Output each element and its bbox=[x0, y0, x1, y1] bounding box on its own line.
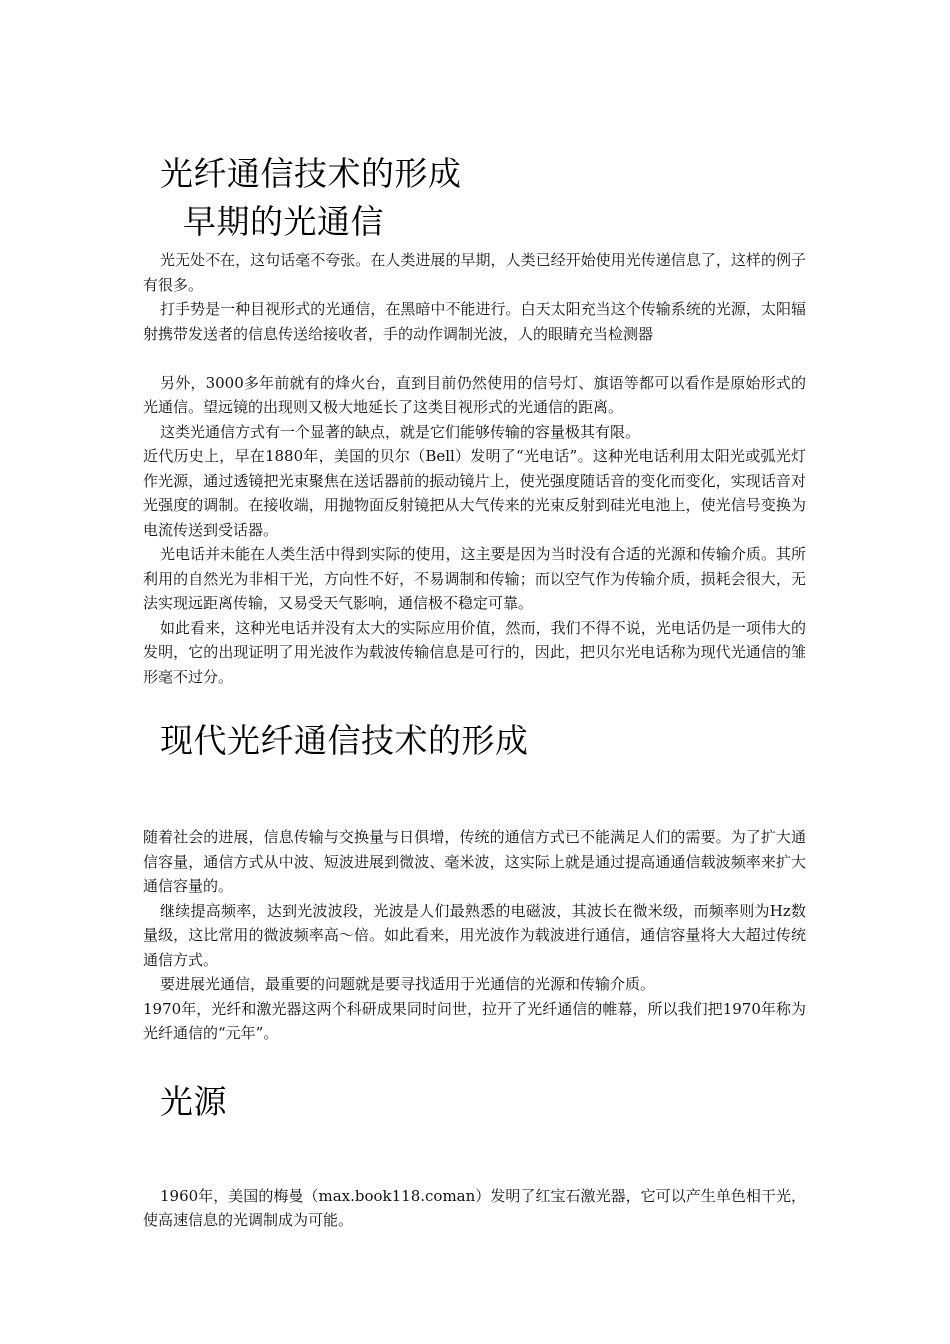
spacer bbox=[143, 765, 806, 825]
section-heading-modern: 现代光纤通信技术的形成 bbox=[160, 721, 529, 760]
document-title: 光纤通信技术的形成 bbox=[160, 154, 462, 193]
document-body bbox=[143, 150, 806, 1233]
paragraph: 1970年，光纤和激光器这两个科研成果同时问世，拉开了光纤通信的帷幕，所以我们把1970年称为光纤通信的“元年”。 bbox=[143, 999, 806, 1042]
paragraph: 这类光通信方式有一个显著的缺点，就是它们能够传输的容量极其有限。 bbox=[160, 422, 641, 441]
section-heading-light-source: 光源 bbox=[160, 1081, 227, 1121]
paragraph: 打手势是一种目视形式的光通信，在黑暗中不能进行。白天太阳充当这个传输系统的光源，太阳辐射携带发送者的信息传送给接收者，手的动作调制光波，人的眼睛充当检测器 bbox=[143, 300, 806, 343]
blank-line bbox=[143, 346, 806, 371]
section-heading-early: 早期的光通信 bbox=[183, 202, 384, 241]
paragraph: 近代历史上，早在1880年，美国的贝尔（Bell）发明了“光电话”。这种光电话利用太阳光或弧光灯作光源，通过透镜把光束聚焦在送话器前的振动镜片上，使光强度随话音的变化而变化，实现话音对光强度的调制。在接收端，用抛物面反射镜把从大气传来的光束反射到硅光电池上，使光信号变换为电流传送到受话器。 bbox=[143, 447, 806, 539]
paragraph: 1960年，美国的梅曼（max.book118.coman）发明了红宝石激光器，它可以产生单色相干光，使高速信息的光调制成为可能。 bbox=[143, 1186, 806, 1229]
paragraph: 要进展光通信，最重要的问题就是要寻找适用于光通信的光源和传输介质。 bbox=[160, 975, 656, 993]
spacer bbox=[143, 689, 806, 717]
paragraph: 如此看来，这种光电话并没有太大的实际应用价值，然而，我们不得不说，光电话仍是一项伟大的发明，它的出现证明了用光波作为载波传输信息是可行的，因此，把贝尔光电话称为现代光通信的雏形毫不过分。 bbox=[143, 618, 806, 686]
paragraph: 光电话并未能在人类生活中得到实际的使用，这主要是因为当时没有合适的光源和传输介质。其所利用的自然光为非相干光，方向性不好，不易调制和传输；而以空气作为传输介质，损耗会很大，无法实现远距离传输，又易受天气影响，通信极不稳定可靠。 bbox=[143, 545, 806, 612]
paragraph: 光无处不在，这句话毫不夸张。在人类进展的早期，人类已经开始使用光传递信息了，这样的例子有很多。 bbox=[143, 251, 806, 294]
paragraph: 另外，3000多年前就有的烽火台，直到目前仍然使用的信号灯、旗语等都可以看作是原始形式的光通信。望远镜的出现则又极大地延长了这类目视形式的光通信的距离。 bbox=[143, 373, 806, 416]
paragraph: 随着社会的进展，信息传输与交换量与日俱增，传统的通信方式已不能满足人们的需要。为了扩大通信容量，通信方式从中波、短波进展到微波、毫米波，这实际上就是通过提高通通信载波频率来扩大通信容量的。 bbox=[143, 828, 806, 895]
paragraph: 继续提高频率，达到光波波段，光波是人们最熟悉的电磁波，其波长在微米级，而频率则为Hz数量级，这比常用的微波频率高～倍。如此看来，用光波作为载波进行通信，通信容量将大大超过传统通信方式。 bbox=[143, 901, 806, 969]
spacer bbox=[143, 1046, 806, 1078]
spacer bbox=[143, 1126, 806, 1184]
